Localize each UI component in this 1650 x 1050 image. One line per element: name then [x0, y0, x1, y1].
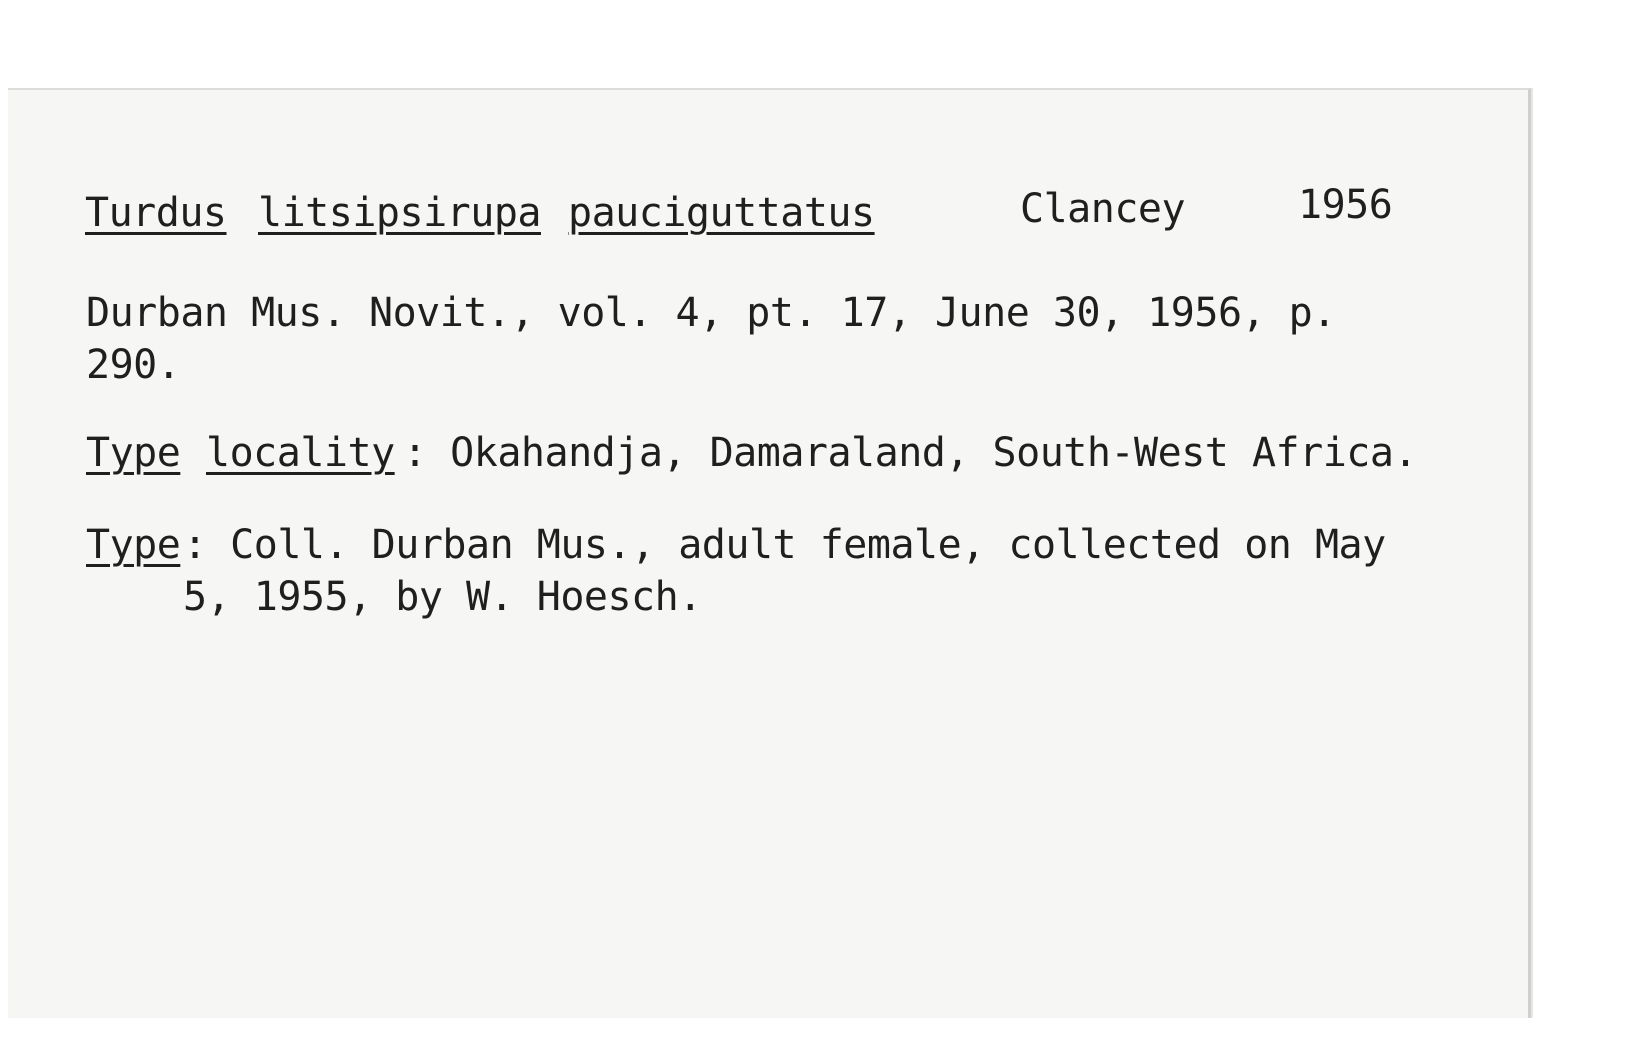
type-locality-label-locality: locality	[206, 430, 395, 476]
type-text-line-1: : Coll. Durban Mus., adult female, collected on May	[183, 522, 1386, 568]
genus-name: Turdus	[85, 190, 227, 236]
type-locality-label-type: Type	[86, 430, 181, 476]
type-text-line-2: 5, 1955, by W. Hoesch.	[183, 574, 702, 620]
citation-line-1: Durban Mus. Novit., vol. 4, pt. 17, June 30, 1956, p.	[86, 290, 1336, 336]
author-name: Clancey	[1020, 186, 1186, 232]
description-year: 1956	[1298, 182, 1393, 228]
subspecies-name: pauciguttatus	[568, 190, 875, 236]
species-name: litsipsirupa	[258, 190, 541, 236]
citation-line-2: 290.	[86, 342, 181, 388]
type-label: Type	[86, 522, 181, 568]
index-card	[8, 88, 1531, 1018]
type-locality-text: : Okahandja, Damaraland, South-West Africa.	[403, 430, 1418, 476]
